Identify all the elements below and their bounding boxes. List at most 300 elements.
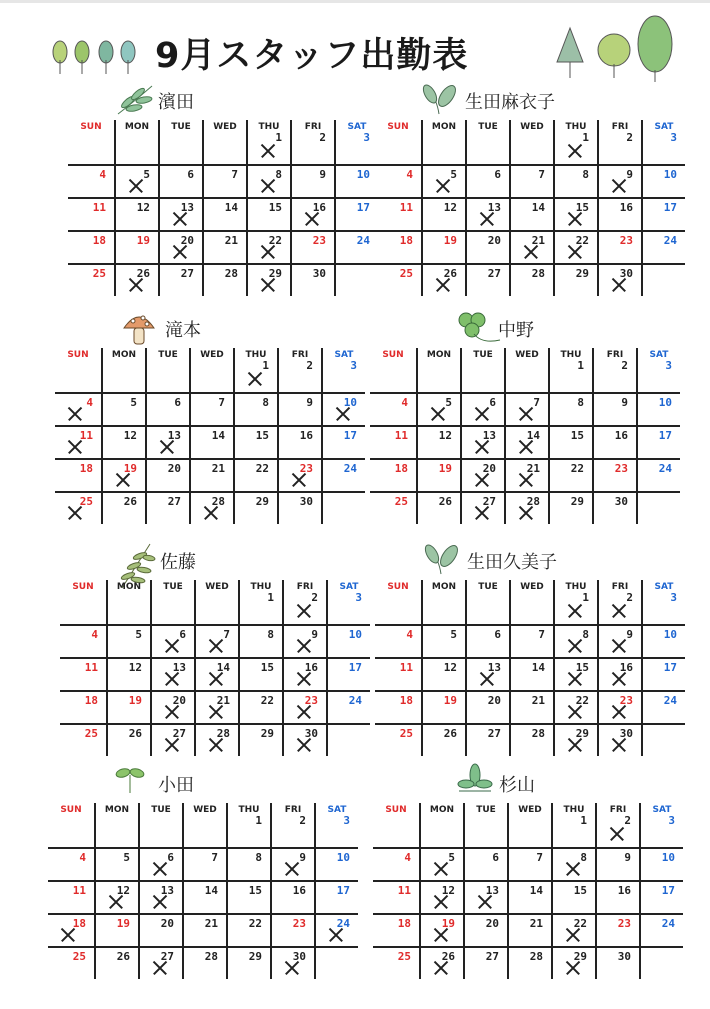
day-number: 14 bbox=[531, 201, 545, 214]
weekday-header bbox=[549, 348, 593, 393]
day-off-mark-icon bbox=[68, 506, 82, 520]
day-number: 8 bbox=[255, 851, 262, 864]
day-cell bbox=[203, 264, 247, 296]
day-cell bbox=[335, 165, 378, 198]
day-cell bbox=[508, 848, 552, 881]
day-number: 21 bbox=[216, 694, 230, 707]
weekday-label: MON bbox=[431, 122, 457, 132]
calendar-grid bbox=[68, 120, 378, 296]
day-off-mark-icon bbox=[434, 862, 448, 876]
staff-calendar bbox=[55, 320, 357, 524]
day-number: 5 bbox=[450, 628, 457, 641]
day-number: 29 bbox=[575, 267, 589, 280]
day-number: 12 bbox=[123, 429, 137, 442]
day-cell bbox=[327, 724, 370, 756]
weekday-label: FRI bbox=[611, 582, 629, 592]
day-off-mark-icon bbox=[165, 639, 179, 653]
day-cell bbox=[510, 625, 554, 658]
day-cell bbox=[60, 724, 107, 756]
day-number: 11 bbox=[92, 201, 106, 214]
day-cell bbox=[554, 165, 598, 198]
day-number: 15 bbox=[260, 661, 274, 674]
day-off-mark-icon bbox=[431, 407, 445, 421]
day-number: 4 bbox=[406, 168, 413, 181]
day-number: 25 bbox=[397, 950, 411, 963]
weekday-label: SAT bbox=[334, 350, 354, 360]
day-cell bbox=[190, 393, 234, 426]
day-cell bbox=[239, 625, 283, 658]
day-number: 8 bbox=[580, 851, 587, 864]
day-off-mark-icon bbox=[478, 895, 492, 909]
day-cell bbox=[278, 459, 322, 492]
day-number: 9 bbox=[311, 628, 318, 641]
day-number: 11 bbox=[399, 661, 413, 674]
day-cell bbox=[115, 165, 159, 198]
mushroom-icon bbox=[121, 308, 157, 352]
weekday-header bbox=[291, 120, 335, 165]
day-cell bbox=[102, 459, 146, 492]
day-cell bbox=[151, 691, 195, 724]
weekday-header bbox=[466, 120, 510, 165]
day-number: 7 bbox=[218, 396, 225, 409]
day-number: 17 bbox=[336, 884, 350, 897]
day-number: 24 bbox=[663, 234, 677, 247]
day-cell bbox=[417, 492, 461, 524]
day-off-mark-icon bbox=[475, 407, 489, 421]
day-cell bbox=[637, 492, 680, 524]
day-cell bbox=[464, 914, 508, 947]
day-cell bbox=[322, 492, 365, 524]
day-number: 22 bbox=[570, 462, 584, 475]
day-off-mark-icon bbox=[173, 212, 187, 226]
day-off-mark-icon bbox=[612, 672, 626, 686]
weekday-label: SUN bbox=[387, 582, 409, 592]
weekday-label: TUE bbox=[478, 582, 498, 592]
weekday-header bbox=[375, 580, 422, 625]
day-cell bbox=[373, 947, 420, 979]
day-number: 24 bbox=[661, 917, 675, 930]
day-off-mark-icon bbox=[173, 245, 187, 259]
day-cell bbox=[596, 947, 640, 979]
day-cell bbox=[642, 231, 685, 264]
day-cell bbox=[234, 492, 278, 524]
weekday-label: THU bbox=[245, 350, 267, 360]
day-off-mark-icon bbox=[297, 672, 311, 686]
weekday-label: SUN bbox=[67, 350, 89, 360]
day-off-mark-icon bbox=[519, 506, 533, 520]
staff-calendar bbox=[373, 775, 675, 979]
day-cell bbox=[227, 914, 271, 947]
day-off-mark-icon bbox=[261, 245, 275, 259]
weekday-label: WED bbox=[520, 122, 544, 132]
day-number: 21 bbox=[531, 694, 545, 707]
day-cell bbox=[234, 459, 278, 492]
day-cell bbox=[271, 848, 315, 881]
day-cell bbox=[146, 492, 190, 524]
sprout-leaf-icon bbox=[421, 80, 459, 120]
weekday-header bbox=[464, 803, 508, 848]
weekday-header bbox=[183, 803, 227, 848]
day-cell bbox=[598, 198, 642, 231]
day-cell bbox=[508, 947, 552, 979]
day-off-mark-icon bbox=[261, 179, 275, 193]
day-number: 23 bbox=[299, 462, 313, 475]
day-number: 26 bbox=[123, 495, 137, 508]
day-number: 12 bbox=[443, 201, 457, 214]
day-number: 25 bbox=[79, 495, 93, 508]
weekday-label: MON bbox=[104, 805, 130, 815]
day-cell bbox=[420, 881, 464, 914]
day-cell bbox=[190, 459, 234, 492]
day-cell bbox=[315, 881, 358, 914]
day-cell bbox=[464, 881, 508, 914]
day-number: 30 bbox=[292, 950, 306, 963]
weekday-header bbox=[139, 803, 183, 848]
day-cell bbox=[596, 914, 640, 947]
day-cell bbox=[637, 459, 680, 492]
day-number: 4 bbox=[91, 628, 98, 641]
day-number: 30 bbox=[304, 727, 318, 740]
day-off-mark-icon bbox=[568, 212, 582, 226]
day-off-mark-icon bbox=[475, 440, 489, 454]
weekday-label: WED bbox=[518, 805, 542, 815]
day-number: 29 bbox=[575, 727, 589, 740]
day-cell bbox=[375, 231, 422, 264]
day-cell bbox=[370, 459, 417, 492]
day-cell bbox=[107, 625, 151, 658]
weekday-header bbox=[271, 803, 315, 848]
day-cell bbox=[183, 848, 227, 881]
day-cell bbox=[335, 231, 378, 264]
day-number: 28 bbox=[531, 727, 545, 740]
day-number: 24 bbox=[336, 917, 350, 930]
staff-name: 小田 bbox=[158, 775, 194, 796]
day-number: 5 bbox=[445, 396, 452, 409]
day-off-mark-icon bbox=[519, 407, 533, 421]
day-number: 13 bbox=[487, 661, 501, 674]
weekday-label: MON bbox=[431, 582, 457, 592]
day-cell bbox=[278, 426, 322, 459]
day-cell bbox=[283, 724, 327, 756]
day-cell bbox=[139, 947, 183, 979]
day-cell bbox=[195, 724, 239, 756]
day-number: 28 bbox=[211, 495, 225, 508]
day-number: 27 bbox=[485, 950, 499, 963]
day-number: 4 bbox=[404, 851, 411, 864]
day-cell bbox=[420, 914, 464, 947]
day-cell bbox=[48, 848, 95, 881]
day-off-mark-icon bbox=[248, 372, 262, 386]
day-off-mark-icon bbox=[129, 179, 143, 193]
day-cell bbox=[505, 393, 549, 426]
day-number: 23 bbox=[619, 234, 633, 247]
weekday-label: WED bbox=[193, 805, 217, 815]
day-number: 10 bbox=[661, 851, 675, 864]
day-number: 14 bbox=[531, 661, 545, 674]
day-number: 16 bbox=[304, 661, 318, 674]
weekday-header bbox=[552, 803, 596, 848]
weekday-header bbox=[422, 580, 466, 625]
day-cell bbox=[466, 658, 510, 691]
day-cell bbox=[554, 691, 598, 724]
day-number: 22 bbox=[255, 462, 269, 475]
day-number: 1 bbox=[275, 131, 282, 144]
day-cell bbox=[102, 393, 146, 426]
day-cell bbox=[183, 947, 227, 979]
day-number: 27 bbox=[167, 495, 181, 508]
day-number: 11 bbox=[394, 429, 408, 442]
day-cell bbox=[322, 459, 365, 492]
weekday-label: WED bbox=[515, 350, 539, 360]
weekday-header bbox=[327, 580, 370, 625]
weekday-header bbox=[48, 803, 95, 848]
day-number: 6 bbox=[187, 168, 194, 181]
day-number: 18 bbox=[92, 234, 106, 247]
day-cell bbox=[327, 625, 370, 658]
day-cell bbox=[283, 658, 327, 691]
day-cell bbox=[239, 724, 283, 756]
day-number: 22 bbox=[260, 694, 274, 707]
day-cell bbox=[183, 914, 227, 947]
day-cell bbox=[422, 625, 466, 658]
weekday-label: TUE bbox=[478, 122, 498, 132]
day-off-mark-icon bbox=[568, 144, 582, 158]
day-cell bbox=[637, 426, 680, 459]
weekday-header bbox=[234, 348, 278, 393]
day-number: 19 bbox=[443, 234, 457, 247]
day-number: 29 bbox=[260, 727, 274, 740]
day-cell bbox=[159, 264, 203, 296]
day-off-mark-icon bbox=[436, 179, 450, 193]
day-cell bbox=[247, 264, 291, 296]
weekday-header bbox=[151, 580, 195, 625]
weekday-header bbox=[60, 580, 107, 625]
day-cell bbox=[598, 691, 642, 724]
day-cell bbox=[642, 264, 685, 296]
day-number: 22 bbox=[248, 917, 262, 930]
day-off-mark-icon bbox=[209, 639, 223, 653]
day-number: 23 bbox=[619, 694, 633, 707]
day-number: 21 bbox=[526, 462, 540, 475]
day-cell bbox=[642, 658, 685, 691]
day-cell bbox=[139, 914, 183, 947]
day-cell bbox=[315, 848, 358, 881]
weekday-label: SAT bbox=[649, 350, 669, 360]
day-cell bbox=[146, 459, 190, 492]
day-number: 17 bbox=[661, 884, 675, 897]
day-off-mark-icon bbox=[434, 928, 448, 942]
day-cell bbox=[95, 914, 139, 947]
day-cell bbox=[640, 914, 683, 947]
weekday-label: SUN bbox=[385, 805, 407, 815]
day-cell bbox=[422, 658, 466, 691]
day-number: 3 bbox=[665, 359, 672, 372]
day-cell bbox=[417, 426, 461, 459]
weekday-header bbox=[107, 580, 151, 625]
day-number: 1 bbox=[255, 814, 262, 827]
weekday-header bbox=[466, 580, 510, 625]
day-cell bbox=[505, 492, 549, 524]
day-cell bbox=[510, 165, 554, 198]
day-number: 15 bbox=[255, 429, 269, 442]
day-cell bbox=[642, 165, 685, 198]
day-cell bbox=[102, 426, 146, 459]
day-number: 27 bbox=[482, 495, 496, 508]
day-number: 30 bbox=[299, 495, 313, 508]
weekday-header bbox=[375, 120, 422, 165]
day-off-mark-icon bbox=[209, 705, 223, 719]
day-number: 11 bbox=[72, 884, 86, 897]
day-off-mark-icon bbox=[568, 705, 582, 719]
day-off-mark-icon bbox=[261, 144, 275, 158]
day-off-mark-icon bbox=[568, 738, 582, 752]
day-off-mark-icon bbox=[568, 245, 582, 259]
day-cell bbox=[203, 165, 247, 198]
day-number: 9 bbox=[626, 168, 633, 181]
day-number: 16 bbox=[619, 201, 633, 214]
day-cell bbox=[327, 658, 370, 691]
day-cell bbox=[195, 625, 239, 658]
day-number: 18 bbox=[397, 917, 411, 930]
day-cell bbox=[375, 658, 422, 691]
weekday-label: FRI bbox=[611, 122, 629, 132]
day-cell bbox=[239, 691, 283, 724]
weekday-header bbox=[554, 580, 598, 625]
day-number: 27 bbox=[160, 950, 174, 963]
weekday-label: MON bbox=[426, 350, 452, 360]
day-number: 3 bbox=[670, 591, 677, 604]
day-number: 25 bbox=[399, 267, 413, 280]
day-number: 15 bbox=[573, 884, 587, 897]
day-cell bbox=[247, 231, 291, 264]
weekday-header bbox=[283, 580, 327, 625]
weekday-label: SUN bbox=[382, 350, 404, 360]
day-number: 14 bbox=[529, 884, 543, 897]
day-off-mark-icon bbox=[153, 961, 167, 975]
day-cell bbox=[461, 459, 505, 492]
weekday-label: FRI bbox=[606, 350, 624, 360]
day-cell bbox=[159, 198, 203, 231]
day-off-mark-icon bbox=[68, 407, 82, 421]
day-cell bbox=[593, 492, 637, 524]
day-number: 20 bbox=[485, 917, 499, 930]
day-number: 3 bbox=[363, 131, 370, 144]
weekday-label: THU bbox=[250, 582, 272, 592]
weekday-label: SUN bbox=[80, 122, 102, 132]
day-cell bbox=[510, 264, 554, 296]
calendar-grid bbox=[370, 348, 680, 524]
day-cell bbox=[55, 426, 102, 459]
day-cell bbox=[554, 198, 598, 231]
day-number: 22 bbox=[575, 694, 589, 707]
weekday-label: SAT bbox=[347, 122, 367, 132]
weekday-header bbox=[420, 803, 464, 848]
leaf-branch-icon bbox=[114, 80, 156, 122]
day-number: 6 bbox=[492, 851, 499, 864]
day-cell bbox=[146, 426, 190, 459]
day-cell bbox=[510, 231, 554, 264]
day-number: 5 bbox=[130, 396, 137, 409]
day-cell bbox=[552, 947, 596, 979]
day-cell bbox=[183, 881, 227, 914]
day-off-mark-icon bbox=[436, 278, 450, 292]
day-off-mark-icon bbox=[153, 895, 167, 909]
day-cell bbox=[239, 658, 283, 691]
day-number: 2 bbox=[311, 591, 318, 604]
day-number: 13 bbox=[487, 201, 501, 214]
day-off-mark-icon bbox=[480, 212, 494, 226]
day-number: 27 bbox=[487, 727, 501, 740]
weekday-label: THU bbox=[258, 122, 280, 132]
day-number: 30 bbox=[619, 267, 633, 280]
calendar-grid bbox=[55, 348, 365, 524]
weekday-header bbox=[637, 348, 680, 393]
day-off-mark-icon bbox=[297, 639, 311, 653]
day-number: 9 bbox=[306, 396, 313, 409]
weekday-header bbox=[598, 580, 642, 625]
day-cell bbox=[151, 625, 195, 658]
weekday-header bbox=[596, 803, 640, 848]
day-cell bbox=[596, 881, 640, 914]
day-number: 17 bbox=[348, 661, 362, 674]
day-cell bbox=[640, 848, 683, 881]
day-number: 30 bbox=[312, 267, 326, 280]
day-cell bbox=[373, 914, 420, 947]
day-number: 3 bbox=[343, 814, 350, 827]
day-cell bbox=[190, 426, 234, 459]
day-cell bbox=[370, 492, 417, 524]
day-off-mark-icon bbox=[153, 862, 167, 876]
day-cell bbox=[549, 426, 593, 459]
day-cell bbox=[55, 492, 102, 524]
day-number: 18 bbox=[399, 234, 413, 247]
day-number: 26 bbox=[116, 950, 130, 963]
day-number: 19 bbox=[438, 462, 452, 475]
day-number: 12 bbox=[441, 884, 455, 897]
day-cell bbox=[549, 393, 593, 426]
day-off-mark-icon bbox=[612, 604, 626, 618]
day-number: 18 bbox=[394, 462, 408, 475]
day-off-mark-icon bbox=[566, 862, 580, 876]
day-number: 4 bbox=[401, 396, 408, 409]
day-number: 19 bbox=[123, 462, 137, 475]
weekday-header bbox=[642, 580, 685, 625]
day-cell bbox=[55, 459, 102, 492]
day-cell bbox=[422, 691, 466, 724]
day-cell bbox=[598, 231, 642, 264]
weekday-label: FRI bbox=[609, 805, 627, 815]
day-cell bbox=[598, 264, 642, 296]
day-cell bbox=[322, 393, 365, 426]
day-cell bbox=[466, 198, 510, 231]
weekday-header bbox=[508, 803, 552, 848]
trees-right-icon bbox=[552, 14, 682, 84]
day-number: 6 bbox=[167, 851, 174, 864]
day-cell bbox=[291, 231, 335, 264]
day-number: 14 bbox=[216, 661, 230, 674]
day-cell bbox=[640, 881, 683, 914]
weekday-label: SAT bbox=[339, 582, 359, 592]
day-cell bbox=[373, 848, 420, 881]
day-cell bbox=[375, 625, 422, 658]
weekday-label: SAT bbox=[652, 805, 672, 815]
day-off-mark-icon bbox=[61, 928, 75, 942]
weekday-header bbox=[505, 348, 549, 393]
day-number: 17 bbox=[343, 429, 357, 442]
day-cell bbox=[593, 393, 637, 426]
day-cell bbox=[552, 881, 596, 914]
day-number: 21 bbox=[211, 462, 225, 475]
